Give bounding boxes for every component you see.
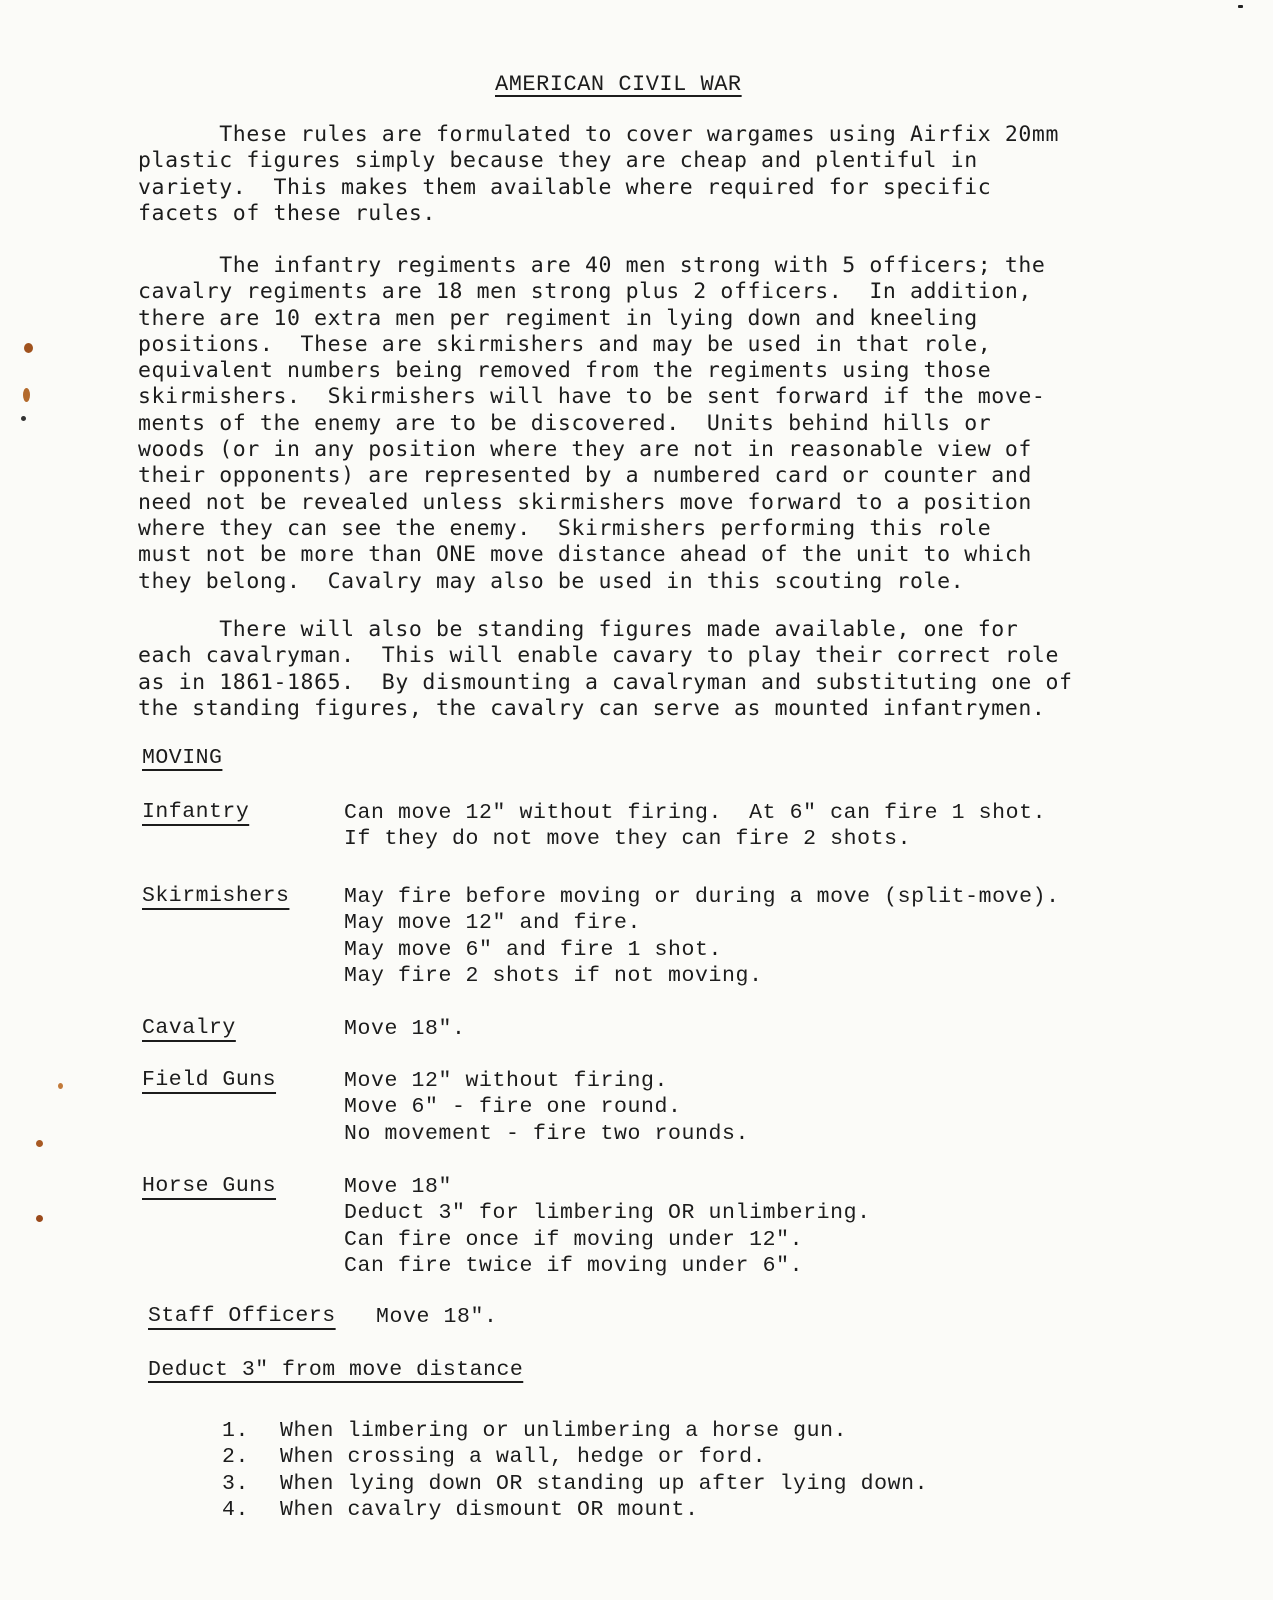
staff-officers-rules: Move 18". <box>376 1305 498 1329</box>
rust-spot <box>23 388 30 402</box>
infantry-regiments-paragraph: The infantry regiments are 40 men strong with 5 officers; the cavalry regiments are 18 men strong plus 2 officers. In addition, there are 10 extra men per regiment in lying down and kneeling positions. These are skirmishers and may be used in that role, equivalent numbers being removed from the regiments using those skirmishers. Skirmishers will have to be sent forward if the move- ments of the enemy are to be discovered. Units behind hills or woods (or in any position where they are not in reasonable view of their opponents) are represented by a numbered card or counter and need not be revealed unless skirmishers move forward to a position where they can see the enemy. Skirmishers performing this role must not be more than ONE move distance ahead of the unit to which they belong. Cavalry may also be used in this scouting role. <box>138 253 1046 594</box>
list-item <box>222 1471 928 1497</box>
ink-spot <box>21 416 26 421</box>
moving-heading: MOVING <box>142 746 223 770</box>
list-item <box>222 1444 928 1470</box>
list-item-number: 3. <box>222 1471 250 1496</box>
field-guns-rules: Move 12" without firing. Move 6" - fire one round. No movement - fire two rounds. <box>344 1069 750 1146</box>
rust-spot <box>36 1140 43 1147</box>
rust-spot <box>36 1215 43 1222</box>
list-item <box>222 1497 928 1523</box>
cavalry-rules: Move 18". <box>344 1017 466 1041</box>
deduct-list <box>222 1418 928 1523</box>
standing-figures-paragraph: There will also be standing figures made available, one for each cavalryman. This will enable cavary to play their correct role as in 1861-1865. By dismounting a cavalryman and substituting one of the standing figures, the cavalry can serve as mounted infantrymen. <box>138 617 1073 721</box>
staff-officers-label: Staff Officers <box>148 1304 336 1328</box>
field-guns-label: Field Guns <box>142 1068 277 1092</box>
cavalry-label: Cavalry <box>142 1016 236 1040</box>
list-item-number: 2. <box>222 1445 250 1470</box>
list-item-text: When crossing a wall, hedge or ford. <box>280 1445 767 1470</box>
list-item-text: When lying down OR standing up after lying down. <box>280 1471 929 1496</box>
page-title: AMERICAN CIVIL WAR <box>495 72 742 97</box>
list-item-number: 1. <box>222 1419 250 1443</box>
list-item-number: 4. <box>222 1497 250 1522</box>
skirmishers-rules: May fire before moving or during a move (split-move). May move 12" and fire. May move 6" and fire 1 shot. May fire 2 shots if not moving. <box>344 885 1060 988</box>
list-item <box>222 1418 928 1444</box>
list-item-text: When cavalry dismount OR mount. <box>280 1497 699 1522</box>
horse-guns-label: Horse Guns <box>142 1174 277 1198</box>
horse-guns-rules: Move 18" Deduct 3" for limbering OR unlimbering. Can fire once if moving under 12". Can fire twice if moving under 6". <box>344 1175 871 1278</box>
list-item-text: When limbering or unlimbering a horse gun. <box>280 1419 848 1443</box>
rust-spot <box>58 1083 63 1089</box>
deduct-heading: Deduct 3" from move distance <box>148 1358 524 1382</box>
skirmishers-label: Skirmishers <box>142 884 290 908</box>
intro-paragraph: These rules are formulated to cover wargames using Airfix 20mm plastic figures simply because they are cheap and plentiful in variety. This makes them available where required for specific facets of these rules. <box>138 122 1059 226</box>
infantry-label: Infantry <box>142 800 250 824</box>
rust-spot <box>24 343 33 353</box>
infantry-rules: Can move 12" without firing. At 6" can fire 1 shot. If they do not move they can fire 2 shots. <box>344 801 1047 852</box>
ink-spot <box>1238 5 1243 8</box>
